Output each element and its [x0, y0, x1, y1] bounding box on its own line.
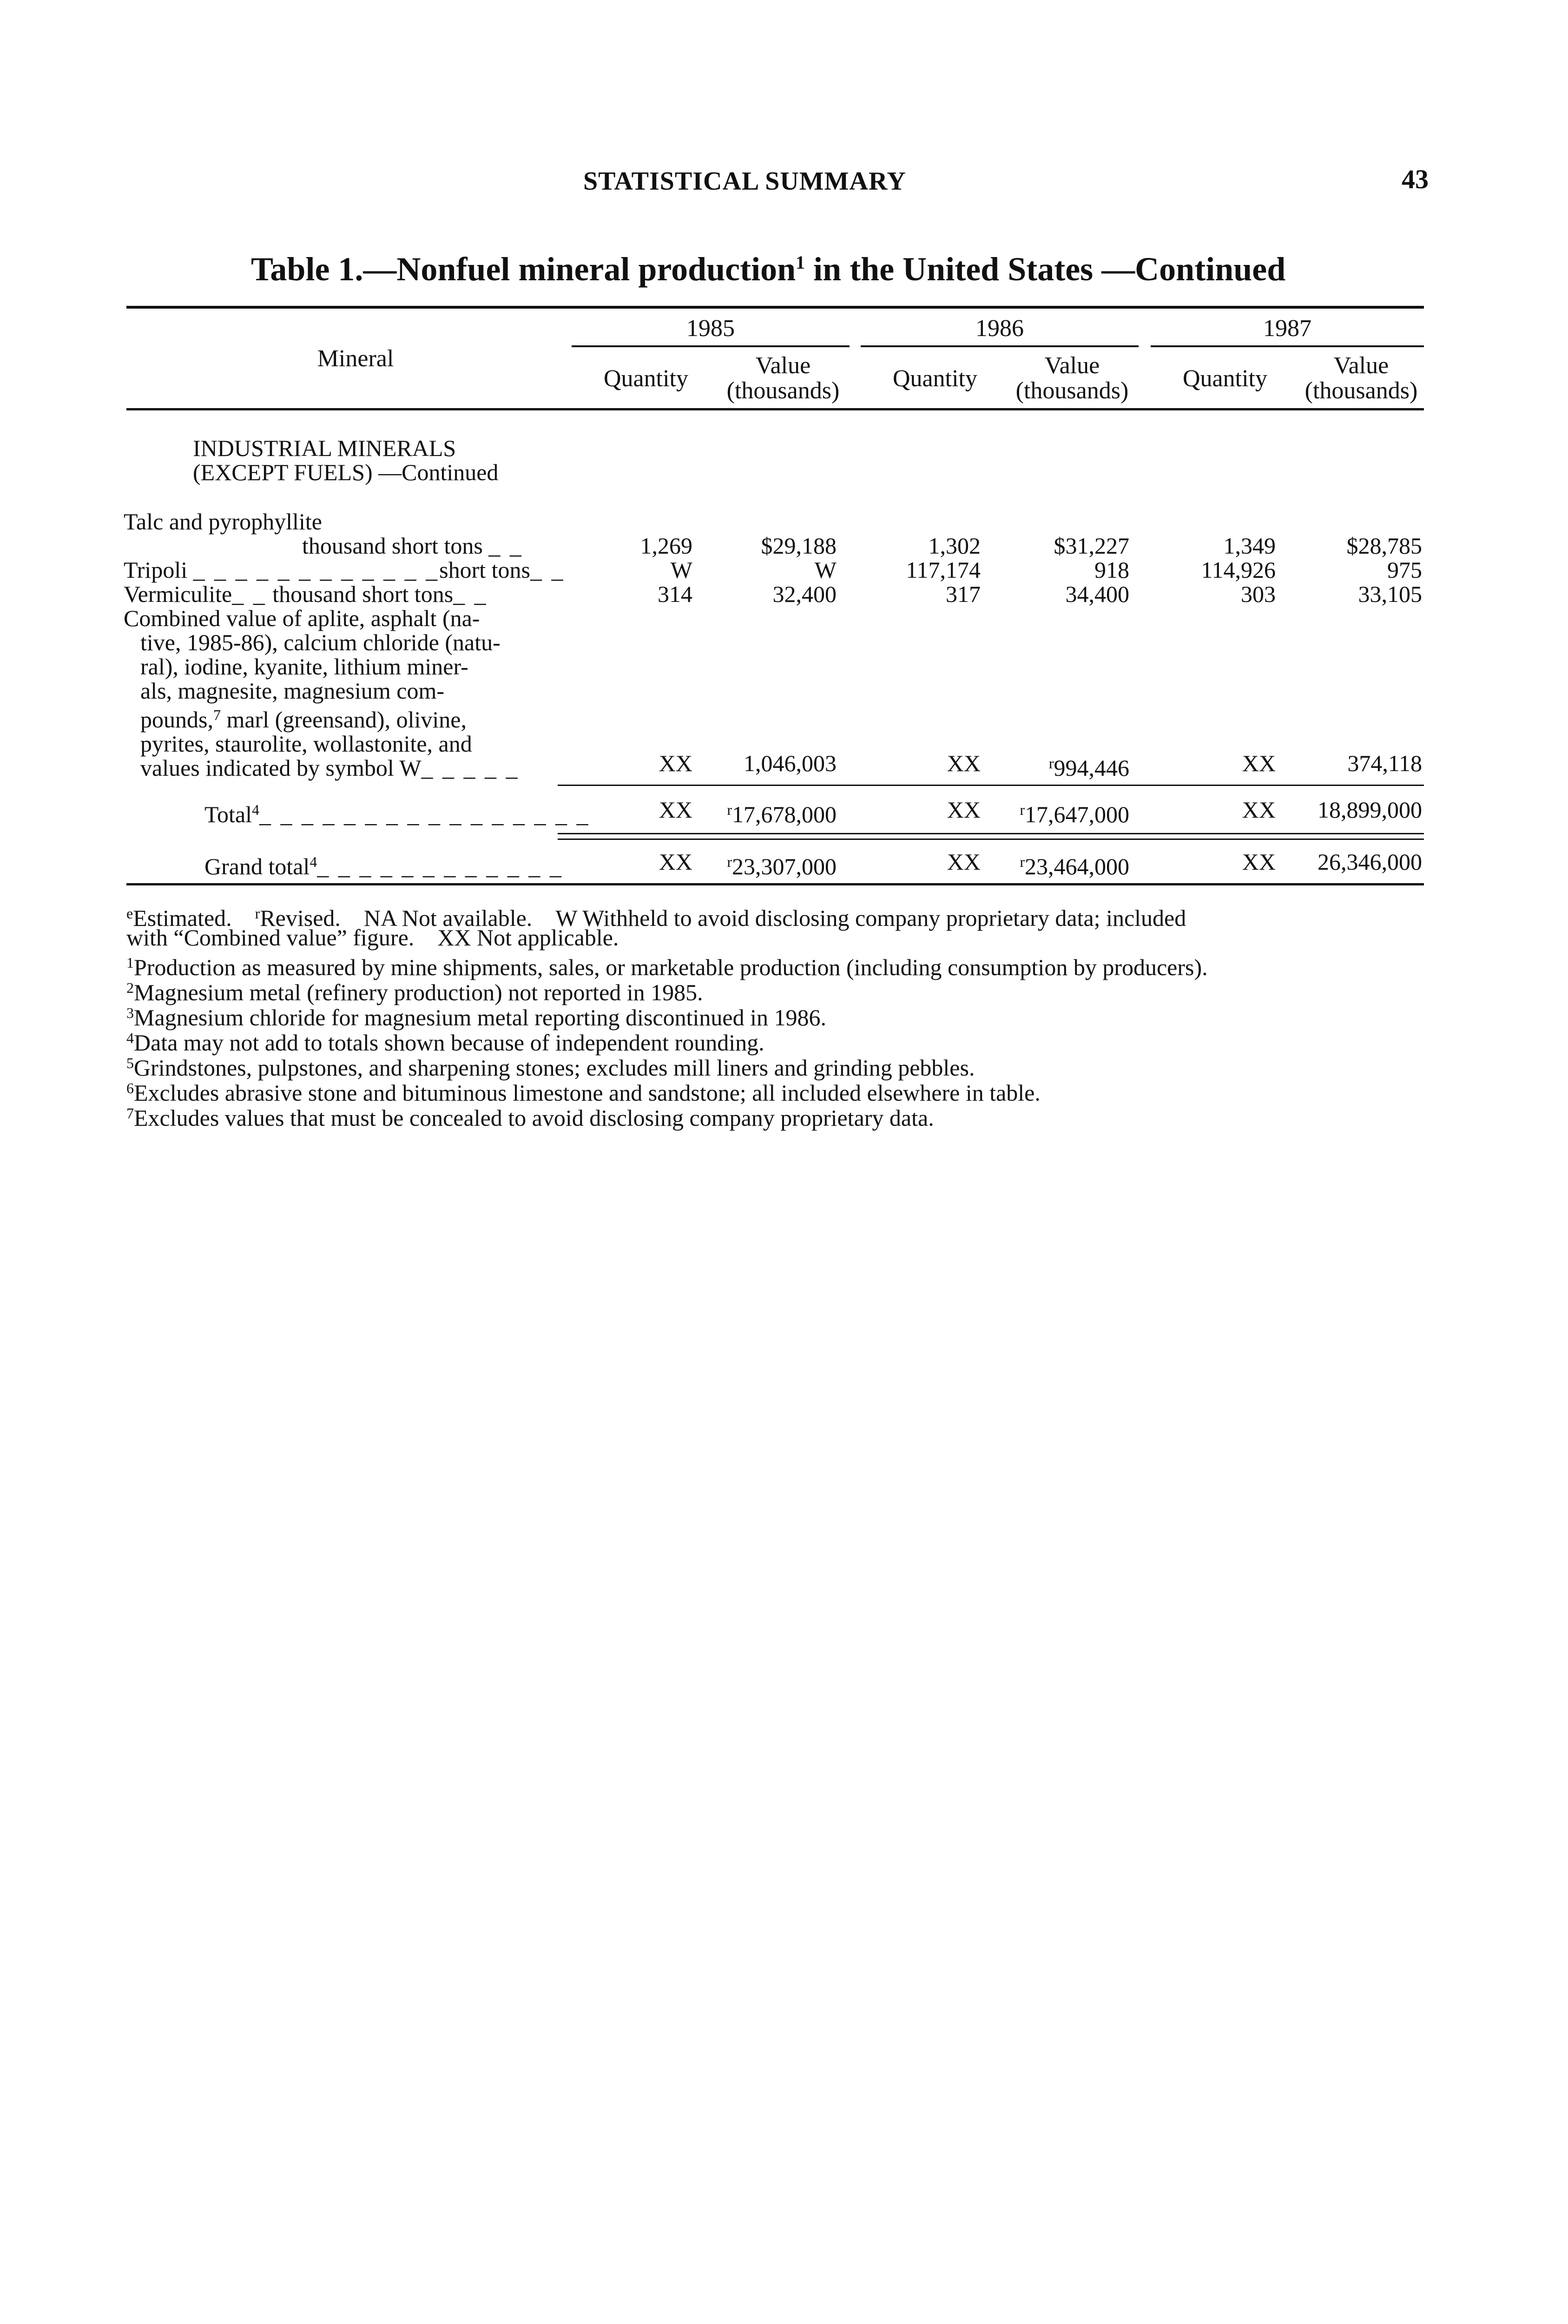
- page-number: 43: [1402, 164, 1429, 194]
- footnote-text: Excludes values that must be concealed to avoid disclosing company proprietary data.: [134, 1105, 934, 1131]
- footnote-text: Excludes abrasive stone and bituminous limestone and sandstone; all included elsewhere in table.: [134, 1080, 1041, 1106]
- combined-line: Combined value of aplite, asphalt (na-: [124, 605, 480, 631]
- revised-mark: r: [255, 905, 260, 922]
- row-label-vermiculite-text: Vermiculite: [124, 581, 232, 607]
- table-cell: 1,046,003: [744, 750, 837, 776]
- cell-value: 23,307,000: [732, 853, 837, 879]
- table-cell: $31,227: [1054, 533, 1129, 559]
- combined-pounds-rest: marl (greensand), olivine,: [220, 706, 467, 733]
- column-header-year-1985: 1985: [686, 315, 735, 342]
- total-cell: XX: [659, 797, 692, 823]
- column-header-year-1986: 1986: [975, 315, 1024, 342]
- row-unit-talc: [302, 534, 523, 558]
- table-cell: 1,269: [640, 533, 692, 559]
- table-cell: 32,400: [772, 581, 837, 607]
- running-title: STATISTICAL SUMMARY: [583, 167, 906, 196]
- withheld-cont-text: with “Combined value” figure.: [126, 924, 415, 951]
- table-cell: $28,785: [1346, 533, 1422, 559]
- column-header-year-1987: 1987: [1263, 315, 1311, 342]
- table-cell: 1,349: [1223, 533, 1276, 559]
- combined-line: [124, 703, 520, 732]
- value-header-line2: (thousands): [1304, 377, 1418, 404]
- footnote-mark: 1: [126, 954, 134, 971]
- dot-leaders: _ _ _ _ _ _ _ _ _ _ _ _: [317, 853, 563, 879]
- dot-leaders: _ _: [530, 557, 565, 583]
- column-header-quantity-1985: Quantity: [604, 365, 688, 392]
- dot-leaders: _ _: [453, 581, 488, 607]
- revised-mark: r: [1020, 801, 1025, 818]
- not-applicable-text: XX Not applicable.: [437, 924, 619, 951]
- grand-total-cell: 26,346,000: [1318, 849, 1422, 875]
- revised-mark: r: [727, 801, 732, 818]
- row-unit-tripoli: short tons: [439, 557, 530, 583]
- combined-line: tive, 1985-86), calcium chloride (natu-: [140, 629, 501, 655]
- year-rule-1987: [1151, 345, 1424, 347]
- combined-line: [124, 756, 520, 780]
- column-header-quantity-1987: Quantity: [1183, 365, 1267, 392]
- column-header-value-1986: [1005, 353, 1140, 403]
- table-cell: 114,926: [1201, 557, 1276, 583]
- grand-total-cell: [985, 850, 1129, 878]
- combined-line: ral), iodine, kyanite, lithium miner-: [140, 654, 468, 680]
- withheld-text: W Withheld to avoid disclosing company proprietary data; included: [555, 905, 1186, 931]
- footnote-mark: 7: [126, 1105, 134, 1122]
- header-bottom-rule: [126, 408, 1424, 410]
- value-header-line1: Value: [1333, 352, 1389, 379]
- table-cell: XX: [659, 750, 692, 776]
- footnote-text: Magnesium metal (refinery production) not reported in 1985.: [134, 979, 703, 1005]
- column-header-quantity-1986: Quantity: [893, 365, 977, 392]
- table-cell: 303: [1241, 581, 1276, 607]
- grand-total-cell: [697, 850, 837, 878]
- row-label-talc: Talc and pyrophyllite: [124, 508, 322, 535]
- table-title: [251, 250, 1285, 289]
- grand-total-label-text: Grand total: [204, 853, 310, 879]
- revised-mark: r: [727, 853, 732, 870]
- column-header-mineral: Mineral: [317, 345, 394, 372]
- table-cell: 317: [946, 581, 981, 607]
- table-cell: 975: [1387, 557, 1422, 583]
- revised-mark: r: [1048, 755, 1054, 772]
- grand-total-cell: XX: [1242, 849, 1276, 875]
- estimated-mark: e: [126, 905, 133, 922]
- table-cell: 33,105: [1358, 581, 1422, 607]
- combined-pounds-footnote: 7: [213, 706, 221, 723]
- grand-total-footnote: 4: [310, 853, 317, 870]
- table-cell: 374,118: [1347, 750, 1422, 776]
- table-bottom-rule: [126, 883, 1424, 885]
- footnote-mark: 4: [126, 1030, 134, 1046]
- combined-last-line: values indicated by symbol W: [140, 755, 422, 781]
- footnote-text: Grindstones, pulpstones, and sharpening stones; excludes mill liners and grinding pebbles.: [134, 1055, 975, 1081]
- column-header-value-1987: [1294, 353, 1429, 403]
- dot-leaders: _ _ _ _ _ _ _ _ _ _ _ _ _ _ _ _: [259, 801, 590, 827]
- table-cell: 918: [1094, 557, 1129, 583]
- dot-leaders: _ _ _ _ _: [421, 755, 520, 781]
- table-title-text: Table 1.—Nonfuel mineral production: [251, 251, 796, 288]
- value-header-line2: (thousands): [1015, 377, 1129, 404]
- dot-leaders: _ _: [488, 533, 523, 559]
- row-unit-vermiculite: thousand short tons: [272, 581, 454, 607]
- year-rule-1985: [572, 345, 850, 347]
- value-header-line1: Value: [1044, 352, 1100, 379]
- total-cell: 18,899,000: [1318, 797, 1422, 823]
- table-top-rule: [126, 306, 1424, 309]
- table-cell: [985, 751, 1129, 780]
- table-cell: 117,174: [906, 557, 981, 583]
- combined-line: als, magnesite, magnesium com-: [140, 678, 445, 704]
- table-cell: W: [670, 557, 692, 583]
- value-header-line2: (thousands): [726, 377, 840, 404]
- footnote-mark: 6: [126, 1080, 134, 1096]
- table-cell: 314: [658, 581, 692, 607]
- table-title-suffix: in the United States —Continued: [805, 251, 1286, 288]
- footnote-text: Data may not add to totals shown because of independent rounding.: [134, 1030, 764, 1056]
- dot-leaders: _ _ _ _ _ _ _ _ _ _ _ _: [193, 557, 440, 583]
- combined-line: pyrites, staurolite, wollastonite, and: [140, 731, 472, 757]
- total-label: [204, 798, 590, 826]
- grand-total-rule-1: [558, 833, 1424, 834]
- total-footnote: 4: [252, 801, 260, 818]
- value-header-line1: Value: [755, 352, 811, 379]
- section-heading-line2: (EXCEPT FUELS) —Continued: [193, 459, 499, 485]
- footnote-mark: 5: [126, 1055, 134, 1071]
- footnote-7: [126, 1101, 934, 1130]
- estimated-text: Estimated.: [133, 905, 232, 931]
- revised-text: Revised.: [260, 905, 341, 931]
- total-cell: [697, 798, 837, 826]
- grand-total-rule-2: [558, 838, 1424, 840]
- cell-value: 17,647,000: [1025, 801, 1129, 827]
- dot-leaders: _ _: [232, 581, 267, 607]
- footnote-text: Production as measured by mine shipments, sales, or marketable production (including consumption by producers).: [134, 954, 1208, 980]
- grand-total-cell: XX: [947, 849, 981, 875]
- total-cell: XX: [947, 797, 981, 823]
- total-cell: [985, 798, 1129, 826]
- footnote-legend-cont: [126, 925, 619, 950]
- table-cell: XX: [947, 750, 981, 776]
- section-heading: [193, 436, 498, 484]
- grand-total-label: [204, 850, 563, 878]
- table-title-footnote: 1: [796, 252, 805, 273]
- table-cell: 34,400: [1065, 581, 1129, 607]
- total-top-rule: [558, 785, 1424, 786]
- table-cell: $29,188: [761, 533, 837, 559]
- cell-value: 23,464,000: [1025, 853, 1129, 879]
- combined-pounds: pounds,: [140, 706, 213, 733]
- row-unit-talc-text: thousand short tons: [302, 533, 483, 559]
- row-label-combined: [124, 606, 520, 780]
- column-header-value-1985: [716, 353, 850, 403]
- table-cell: 1,302: [928, 533, 981, 559]
- row-label-tripoli-text: Tripoli: [124, 557, 188, 583]
- footnote-mark: 2: [126, 979, 134, 996]
- revised-mark: r: [1020, 853, 1025, 870]
- row-label-vermiculite: [124, 582, 488, 606]
- section-heading-line1: INDUSTRIAL MINERALS: [193, 435, 456, 461]
- total-cell: XX: [1242, 797, 1276, 823]
- table-cell: W: [814, 557, 837, 583]
- footnote-mark: 3: [126, 1004, 134, 1021]
- cell-value: 17,678,000: [732, 801, 837, 827]
- not-available-text: NA Not available.: [363, 905, 533, 931]
- footnote-text: Magnesium chloride for magnesium metal reporting discontinued in 1986.: [134, 1004, 826, 1030]
- row-label-tripoli: [124, 558, 565, 582]
- year-rule-1986: [861, 345, 1139, 347]
- table-cell: XX: [1242, 750, 1276, 776]
- total-label-text: Total: [204, 801, 252, 827]
- grand-total-cell: XX: [659, 849, 692, 875]
- cell-value: 994,446: [1054, 755, 1129, 781]
